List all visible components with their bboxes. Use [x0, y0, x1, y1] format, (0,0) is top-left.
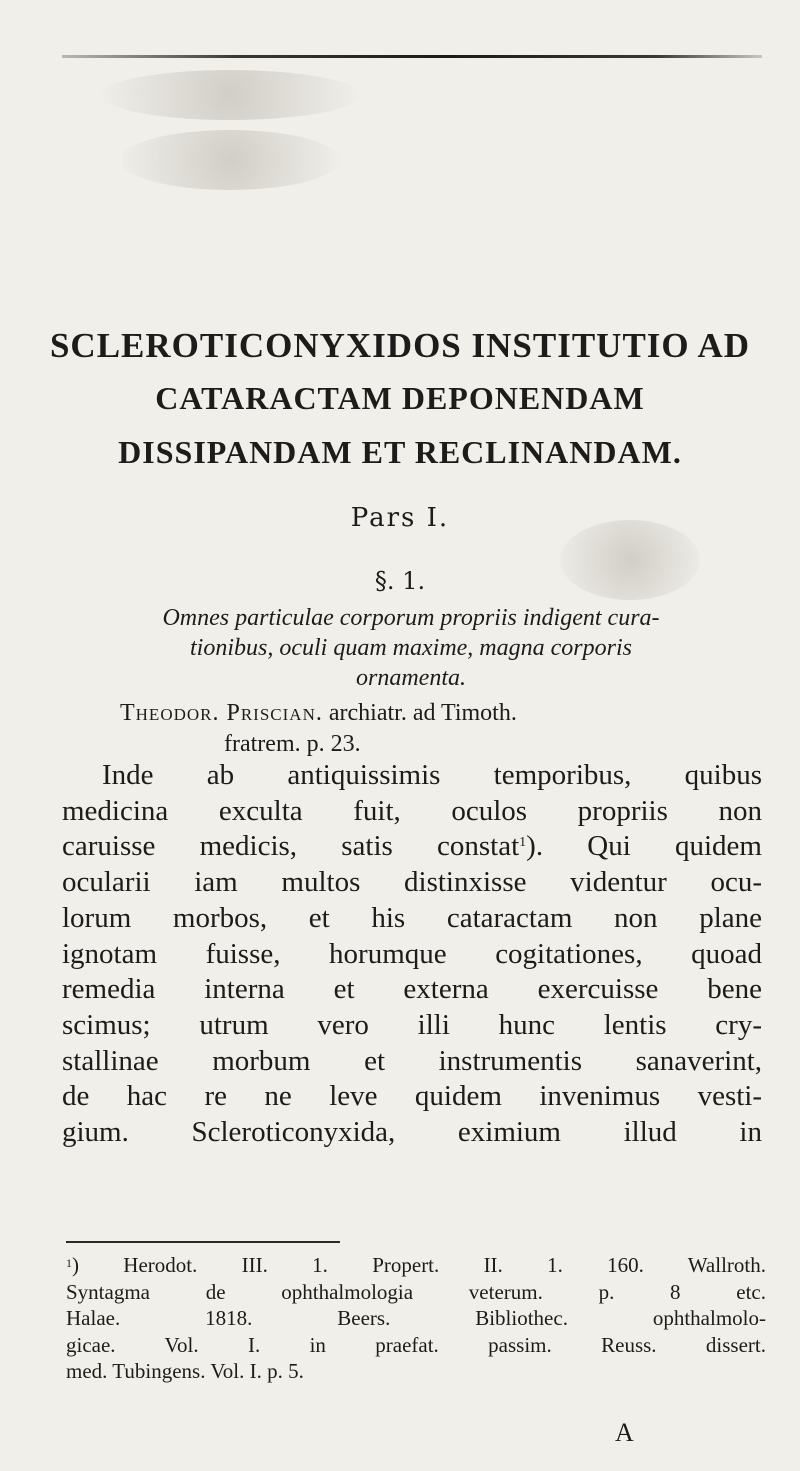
footnote-number: 1	[66, 1256, 72, 1270]
body-line	[62, 829, 762, 865]
body-line: de hac re ne leve quidem invenimus vesti-	[62, 1080, 762, 1113]
footnote-line: med. Tubingens. Vol. I. p. 5.	[66, 1359, 304, 1383]
title-line-1: SCLEROTICONYXIDOS INSTITUTIO AD	[49, 326, 751, 365]
body-line: lorum morbos, et his cataractam non plane	[62, 901, 762, 934]
body-line: stallinae morbum et instrumentis sanaverint,	[62, 1044, 762, 1077]
citation-rest: archiatr. ad Timoth.	[322, 700, 517, 726]
footnote-line: Halae. 1818. Beers. Bibliothec. ophthalmolo-	[66, 1306, 766, 1330]
citation-line-2: fratrem. p. 23.	[224, 731, 361, 757]
body-text-segment: caruisse medicis, satis constat	[62, 830, 520, 863]
epigraph-line: tionibus, oculi quam maxime, magna corporis	[190, 635, 632, 661]
section-number: §. 1.	[374, 567, 426, 595]
epigraph-line: ornamenta.	[356, 665, 466, 691]
body-paragraph	[62, 758, 762, 1151]
body-line: ignotam fuisse, horumque cogitationes, quoad	[62, 937, 762, 970]
footnote-rule	[66, 1241, 340, 1243]
epigraph	[66, 603, 756, 693]
part-heading: Pars I.	[350, 503, 450, 533]
body-line: ocularii iam multos distinxisse videntur ocu-	[62, 866, 762, 899]
footnote-line	[66, 1252, 766, 1279]
epigraph-citation	[120, 698, 760, 760]
citation-author: Theodor. Priscian.	[120, 700, 323, 726]
footnote	[66, 1252, 766, 1385]
signature-mark: A	[615, 1418, 634, 1447]
footnote-marker: 1	[519, 835, 527, 851]
paper-stain	[120, 130, 340, 190]
footnote-line: gicae. Vol. I. in praefat. passim. Reuss. dissert.	[66, 1332, 766, 1357]
body-line: medicina exculta fuit, oculos propriis non	[62, 794, 762, 827]
title-line-3: DISSIPANDAM ET RECLINANDAM.	[118, 434, 682, 470]
top-rule	[62, 55, 762, 58]
footnote-text: ) Herodot. III. 1. Propert. II. 1. 160. Wallroth.	[72, 1253, 766, 1277]
epigraph-line: Omnes particulae corporum propriis indigent cura-	[162, 605, 660, 631]
body-line: Inde ab antiquissimis temporibus, quibus	[102, 759, 762, 791]
body-line: gium. Scleroticonyxida, eximium illud in	[62, 1116, 762, 1149]
body-text-segment: ). Qui quidem	[526, 830, 762, 863]
paper-stain	[100, 70, 360, 120]
body-line: remedia interna et externa exercuisse bene	[62, 973, 762, 1006]
body-line: scimus; utrum vero illi hunc lentis cry-	[62, 1008, 762, 1041]
footnote-line: Syntagma de ophthalmologia veterum. p. 8 etc.	[66, 1279, 766, 1304]
title-line-2: CATARACTAM DEPONENDAM	[155, 380, 645, 416]
